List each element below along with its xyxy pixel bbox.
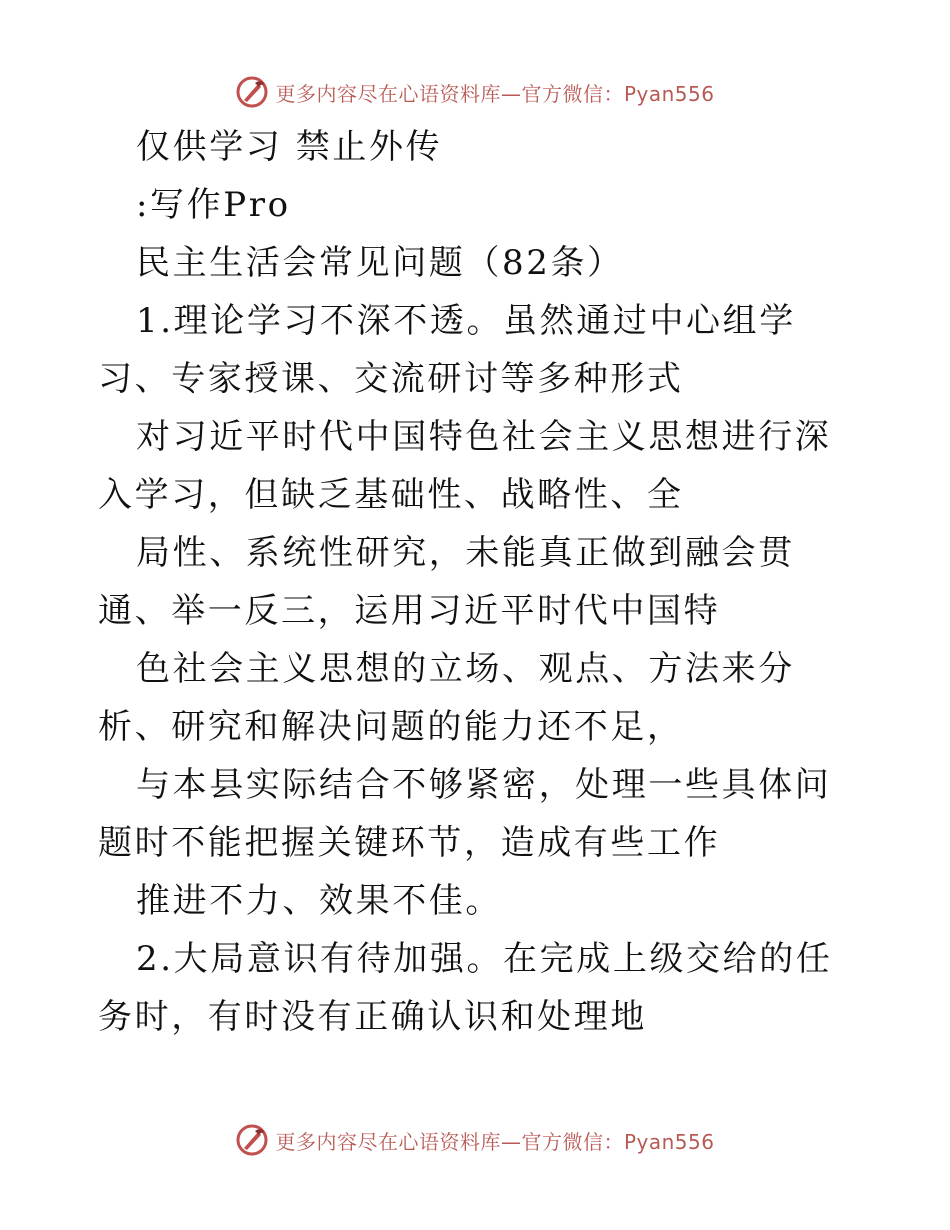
- paragraph: 对习近平时代中国特色社会主义思想进行深入学习，但缺乏基础性、战略性、全: [98, 417, 832, 515]
- paragraph: :写作Pro: [136, 185, 291, 225]
- paragraph: 色社会主义思想的立场、观点、方法来分析、研究和解决问题的能力还不足，: [98, 649, 795, 747]
- paragraph: 仅供学习 禁止外传: [136, 127, 443, 167]
- paragraph: 局性、系统性研究，未能真正做到融会贯通、举一反三，运用习近平时代中国特: [98, 533, 795, 631]
- watermark-header: [0, 72, 950, 112]
- watermark-text: 更多内容尽在心语资料库—官方微信：Pyan556: [275, 1129, 715, 1154]
- watermark-text: 更多内容尽在心语资料库—官方微信：Pyan556: [275, 81, 715, 106]
- paragraph: 2.大局意识有待加强。在完成上级交给的任务时，有时没有正确认识和处理地: [98, 939, 833, 1037]
- paragraph: 与本县实际结合不够紧密，处理一些具体问题时不能把握关键环节，造成有些工作: [98, 765, 832, 863]
- watermark-footer: [0, 1120, 950, 1160]
- paragraph: 1.理论学习不深不透。虽然通过中心组学习、专家授课、交流研讨等多种形式: [98, 301, 796, 399]
- paragraph: 民主生活会常见问题（82条）: [136, 243, 624, 283]
- quill-seal-logo-icon: [235, 1123, 269, 1157]
- paragraph: 推进不力、效果不佳。: [136, 881, 502, 921]
- document-body: [98, 118, 852, 1046]
- quill-seal-logo-icon: [235, 75, 269, 109]
